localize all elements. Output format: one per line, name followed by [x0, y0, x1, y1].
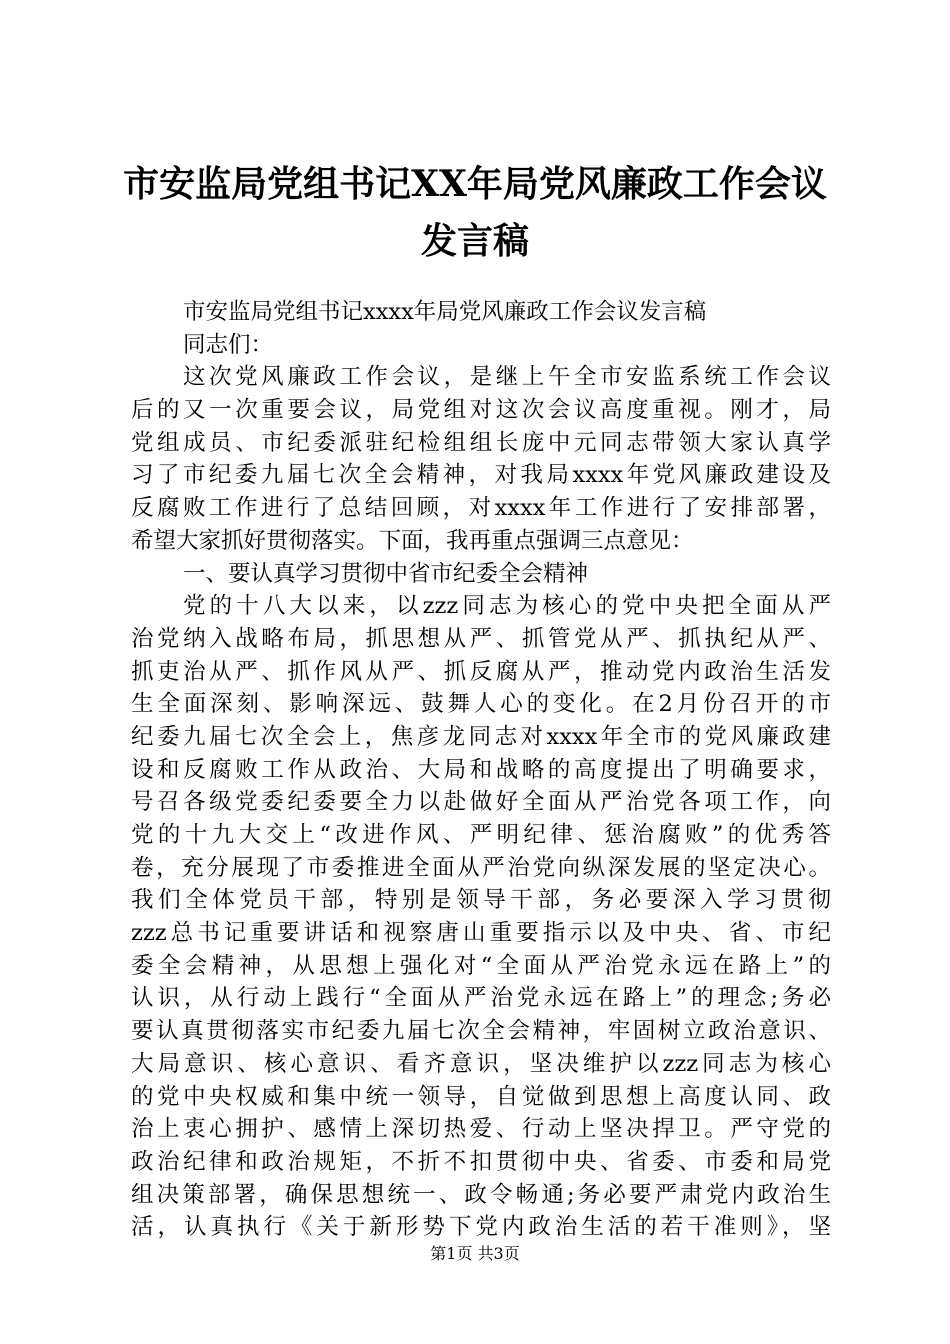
body-line: 认识，从行动上践行“全面从严治党永远在路上”的理念;务必	[131, 985, 831, 1012]
body-line: 生全面深刻、影响深远、鼓舞人心的变化。在2月份召开的市	[131, 691, 831, 718]
body-line: 党的十八大以来，以zzz同志为核心的党中央把全面从严	[183, 593, 831, 620]
body-line: 纪委九届七次全会上，焦彦龙同志对xxxx年全市的党风廉政建	[131, 723, 831, 750]
body-line: 设和反腐败工作从政治、大局和战略的高度提出了明确要求，	[131, 756, 831, 783]
body-line: 市安监局党组书记xxxx年局党风廉政工作会议发言稿	[183, 299, 707, 325]
page-number-footer: 第1页 共3页	[430, 1244, 520, 1263]
body-line: 政治纪律和政治规矩，不折不扣贯彻中央、省委、市委和局党	[131, 1148, 831, 1175]
body-line: 党组成员、市纪委派驻纪检组组长庞中元同志带领大家认真学	[131, 429, 831, 456]
body-line: 大局意识、核心意识、看齐意识，坚决维护以zzz同志为核心	[131, 1050, 831, 1077]
body-line: 党的十九大交上“改进作风、严明纪律、惩治腐败”的优秀答	[131, 822, 831, 848]
body-line: 委全会精神，从思想上强化对“全面从严治党永远在路上”的	[131, 952, 831, 979]
body-line: 我们全体党员干部，特别是领导干部，务必要深入学习贯彻	[131, 887, 831, 914]
body-line: 治上衷心拥护、感情上深切热爱、行动上坚决捍卫。严守党的	[131, 1116, 831, 1143]
document-title-line-2: 发言稿	[420, 220, 529, 262]
body-line: 抓吏治从严、抓作风从严、抓反腐从严，推动党内政治生活发	[131, 658, 831, 685]
document-body	[131, 296, 831, 1244]
body-line: 活，认真执行《关于新形势下党内政治生活的若干准则》，坚	[131, 1214, 831, 1241]
body-line: 反腐败工作进行了总结回顾，对xxxx年工作进行了安排部署，	[131, 495, 831, 522]
body-line: zzz总书记重要讲话和视察唐山重要指示以及中央、省、市纪	[131, 920, 831, 947]
body-line: 组决策部署，确保思想统一、政令畅通;务必要严肃党内政治生	[131, 1181, 831, 1208]
body-line: 希望大家抓好贯彻落实。下面，我再重点强调三点意见：	[131, 527, 694, 554]
body-line: 这次党风廉政工作会议，是继上午全市安监系统工作会议	[183, 364, 831, 391]
document-title-line-1: 市安监局党组书记XX年局党风廉政工作会议	[123, 163, 827, 205]
section-heading: 一、要认真学习贯彻中省市纪委全会精神	[183, 560, 589, 587]
body-line: 习了市纪委九届七次全会精神，对我局xxxx年党风廉政建设及	[131, 462, 831, 489]
body-line: 号召各级党委纪委要全力以赴做好全面从严治党各项工作，向	[131, 789, 831, 816]
body-line: 治党纳入战略布局，抓思想从严、抓管党从严、抓执纪从严、	[131, 625, 831, 652]
body-line: 要认真贯彻落实市纪委九届七次全会精神，牢固树立政治意识、	[131, 1018, 831, 1045]
body-line: 的党中央权威和集中统一领导，自觉做到思想上高度认同、政	[131, 1083, 831, 1110]
body-line: 卷，充分展现了市委推进全面从严治党向纵深发展的坚定决心。	[131, 854, 831, 881]
body-line: 同志们：	[183, 331, 274, 358]
body-line: 后的又一次重要会议，局党组对这次会议高度重视。刚才，局	[131, 397, 831, 424]
